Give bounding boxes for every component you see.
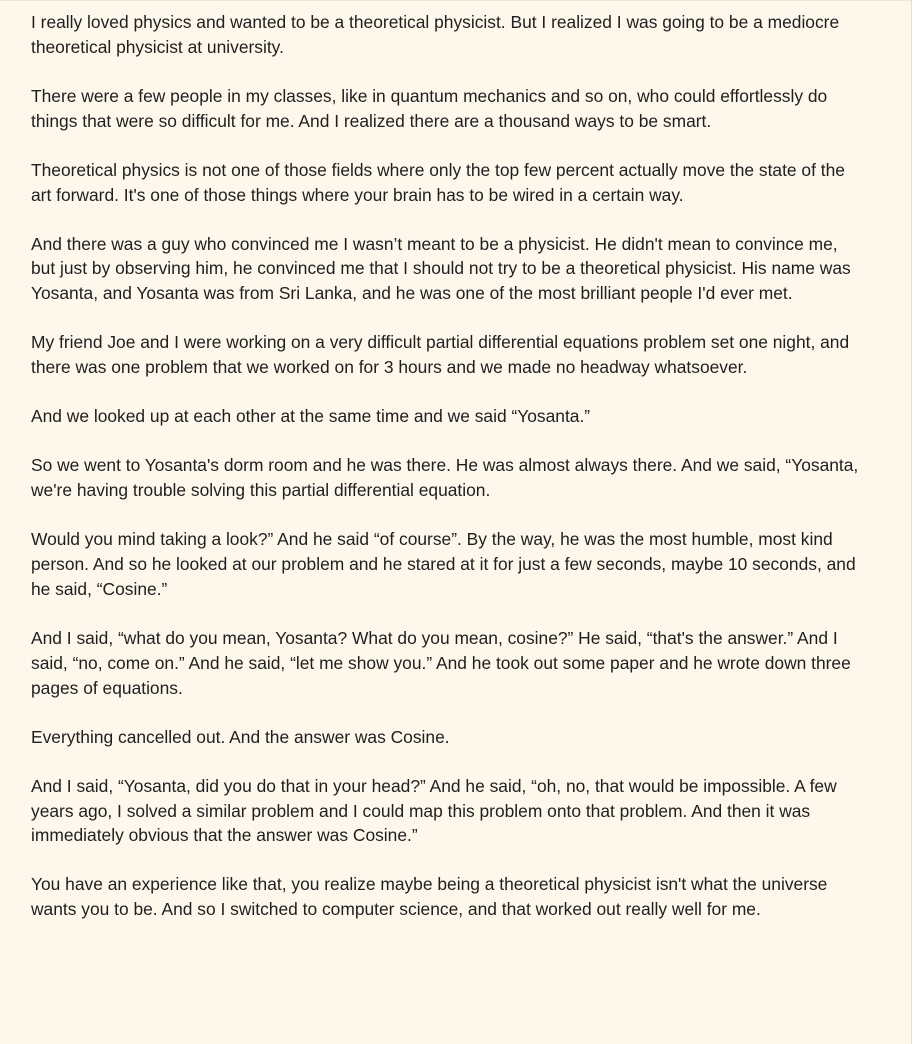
paragraph-10: Everything cancelled out. And the answer was Cosine.	[31, 726, 450, 747]
paragraph-4: And there was a guy who convinced me I wasn’t meant to be a physicist. He didn't mean to convince me, but just by observing him, he convinced me that I should not try to be a theoretical physicist. His name was Yosanta, and Yosanta was from Sri Lanka, and he was one of the most brilliant people I'd ever met.	[31, 233, 851, 304]
paragraph-12: You have an experience like that, you realize maybe being a theoretical physicist isn't what the universe wants you to be. And so I switched to computer science, and that worked out really well for me.	[31, 874, 828, 920]
paragraph-6: And we looked up at each other at the same time and we said “Yosanta.”	[31, 406, 591, 427]
article-body	[31, 10, 861, 946]
paragraph-2: There were a few people in my classes, like in quantum mechanics and so on, who could effortlessly do things that were so difficult for me. And I realized there are a thousand ways to be smart.	[31, 85, 828, 131]
paragraph-1: I really loved physics and wanted to be a theoretical physicist. But I realized I was going to be a mediocre theoretical physicist at university.	[31, 12, 840, 57]
paragraph-3: Theoretical physics is not one of those fields where only the top few percent actually move the state of the art forward. It's one of those things where your brain has to be wired in a certain way.	[31, 159, 845, 205]
paragraph-11: And I said, “Yosanta, did you do that in your head?” And he said, “oh, no, that would be impossible. A few years ago, I solved a similar problem and I could map this problem onto that problem. And then it was immediately obvious that the answer was Cosine.”	[31, 775, 837, 846]
paragraph-5: My friend Joe and I were working on a very difficult partial differential equations problem set one night, and there was one problem that we worked on for 3 hours and we made no headway whatsoever.	[31, 332, 850, 378]
paragraph-7: So we went to Yosanta's dorm room and he was there. He was almost always there. And we said, “Yosanta, we're having trouble solving this partial differential equation.	[31, 455, 859, 501]
paragraph-9: And I said, “what do you mean, Yosanta? What do you mean, cosine?” He said, “that's the answer.” And I said, “no, come on.” And he said, “let me show you.” And he took out some paper and he wrote down three pages of equations.	[31, 627, 851, 698]
paragraph-8: Would you mind taking a look?” And he said “of course”. By the way, he was the most humble, most kind person. And so he looked at our problem and he stared at it for just a few seconds, maybe 10 seconds, and he said, “Cosine.”	[31, 529, 856, 599]
